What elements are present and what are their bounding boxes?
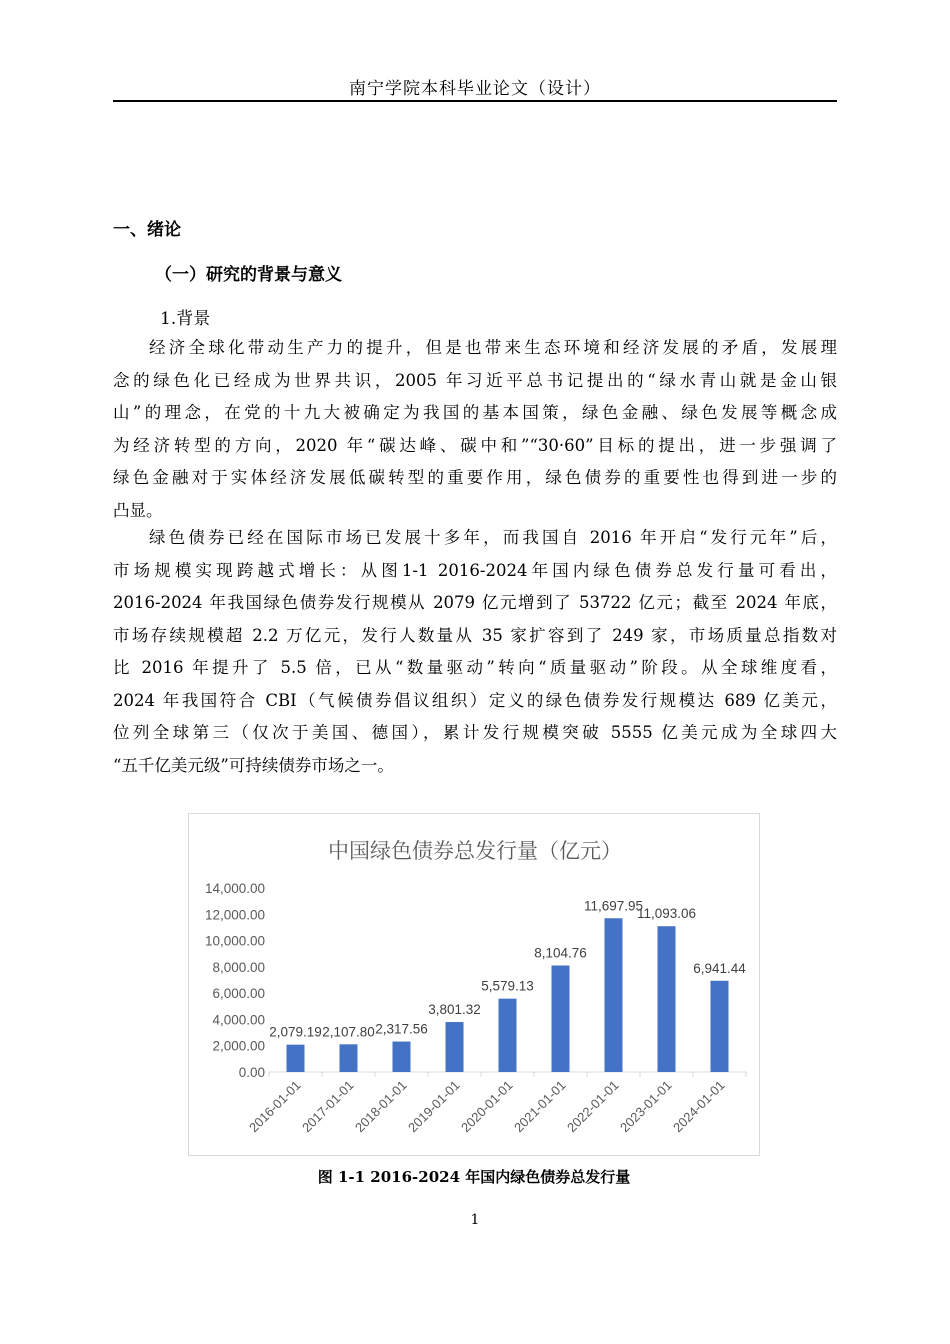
paragraph-line: 念的绿色化已经成为世界共识，2005 年习近平总书记提出的“绿水青山就是金山银 bbox=[113, 370, 837, 390]
running-header: 南宁学院本科毕业论文（设计） bbox=[349, 79, 601, 99]
paragraph-line: 比 2016 年提升了 5.5 倍，已从“数量驱动”转向“质量驱动”阶段。从全球维度看， bbox=[113, 658, 837, 677]
paragraph-line: 市场规模实现跨越式增长：从图1-1 2016-2024年国内绿色债券总发行量可看出， bbox=[113, 560, 837, 580]
paragraph-line: 山”的理念，在党的十九大被确定为我国的基本国策，绿色金融、绿色发展等概念成 bbox=[113, 403, 837, 422]
paragraph-background-2 bbox=[113, 522, 837, 782]
paragraph-background-1 bbox=[113, 332, 837, 527]
paragraph-line: 位列全球第三（仅次于美国、德国），累计发行规模突破 5555 亿美元成为全球四大 bbox=[113, 723, 837, 742]
x-tick-label: 2017-01-01 bbox=[298, 1077, 357, 1136]
y-tick-label: 6,000.00 bbox=[212, 986, 265, 1002]
x-tick-label: 2018-01-01 bbox=[351, 1077, 410, 1136]
data-label: 11,697.95 bbox=[583, 898, 644, 914]
paragraph-line: 2024 年我国符合 CBI（气候债券倡议组织）定义的绿色债券发行规模达 689 亿美元， bbox=[113, 690, 837, 710]
y-tick-label: 8,000.00 bbox=[212, 959, 265, 975]
data-label: 6,941.44 bbox=[693, 960, 746, 976]
x-tick-label: 2016-01-01 bbox=[245, 1077, 304, 1136]
paragraph-line: “五千亿美元级”可持续债券市场之一。 bbox=[113, 755, 394, 775]
bar-chart bbox=[188, 813, 760, 1156]
data-label: 2,107.80 bbox=[322, 1024, 375, 1040]
data-label: 3,801.32 bbox=[428, 1002, 481, 1018]
bar bbox=[499, 999, 517, 1072]
x-tick-label: 2019-01-01 bbox=[404, 1077, 463, 1136]
page-number: 1 bbox=[470, 1212, 480, 1228]
bar bbox=[393, 1042, 411, 1072]
bar bbox=[552, 965, 570, 1072]
data-label: 11,093.06 bbox=[636, 906, 697, 922]
paragraph-line: 2016-2024 年我国绿色债券发行规模从 2079 亿元增到了 53722 亿元；截至 2024 年底， bbox=[113, 593, 837, 612]
data-label: 5,579.13 bbox=[481, 978, 534, 994]
bar bbox=[658, 926, 676, 1072]
section-heading: 一、绪论 bbox=[113, 220, 181, 240]
x-tick-label: 2023-01-01 bbox=[616, 1077, 675, 1136]
paragraph-line: 绿色债券已经在国际市场已发展十多年，而我国自 2016 年开启“发行元年”后， bbox=[149, 528, 837, 547]
bar bbox=[340, 1044, 358, 1072]
bar bbox=[711, 981, 729, 1072]
y-tick-label: 4,000.00 bbox=[212, 1012, 265, 1028]
data-label: 2,317.56 bbox=[375, 1021, 428, 1037]
paragraph-line: 为经济转型的方向，2020 年“碳达峰、碳中和”“30·60”目标的提出，进一步强调了 bbox=[113, 435, 837, 455]
x-tick-label: 2022-01-01 bbox=[563, 1077, 622, 1136]
bar bbox=[605, 918, 623, 1072]
y-tick-label: 2,000.00 bbox=[212, 1038, 265, 1054]
data-label: 2,079.19 bbox=[269, 1024, 322, 1040]
subsection-heading: （一）研究的背景与意义 bbox=[155, 265, 342, 285]
x-tick-label: 2021-01-01 bbox=[510, 1077, 569, 1136]
y-tick-label: 10,000.00 bbox=[204, 933, 265, 949]
figure-caption: 图 1-1 2016-2024 年国内绿色债券总发行量 bbox=[317, 1168, 631, 1186]
y-tick-label: 14,000.00 bbox=[204, 881, 265, 896]
x-tick-label: 2024-01-01 bbox=[669, 1077, 728, 1136]
bar-chart-svg bbox=[189, 814, 759, 1155]
paragraph-line: 绿色金融对于实体经济发展低碳转型的重要作用，绿色债券的重要性也得到进一步的 bbox=[113, 468, 837, 487]
x-tick-label: 2020-01-01 bbox=[457, 1077, 516, 1136]
bar bbox=[446, 1022, 464, 1072]
y-tick-label: 12,000.00 bbox=[204, 907, 265, 923]
y-tick-label: 0.00 bbox=[238, 1065, 265, 1080]
subsubsection-heading: 1.背景 bbox=[160, 309, 211, 329]
paragraph-line: 市场存续规模超 2.2 万亿元，发行人数量从 35 家扩容到了 249 家，市场质量总指数对 bbox=[113, 625, 837, 645]
paragraph-line: 凸显。 bbox=[113, 500, 163, 520]
chart-title: 中国绿色债券总发行量（亿元） bbox=[328, 840, 622, 863]
header-rule bbox=[113, 100, 837, 102]
bar bbox=[287, 1045, 305, 1072]
paragraph-line: 经济全球化带动生产力的提升，但是也带来生态环境和经济发展的矛盾，发展理 bbox=[149, 338, 837, 357]
data-label: 8,104.76 bbox=[534, 945, 587, 961]
